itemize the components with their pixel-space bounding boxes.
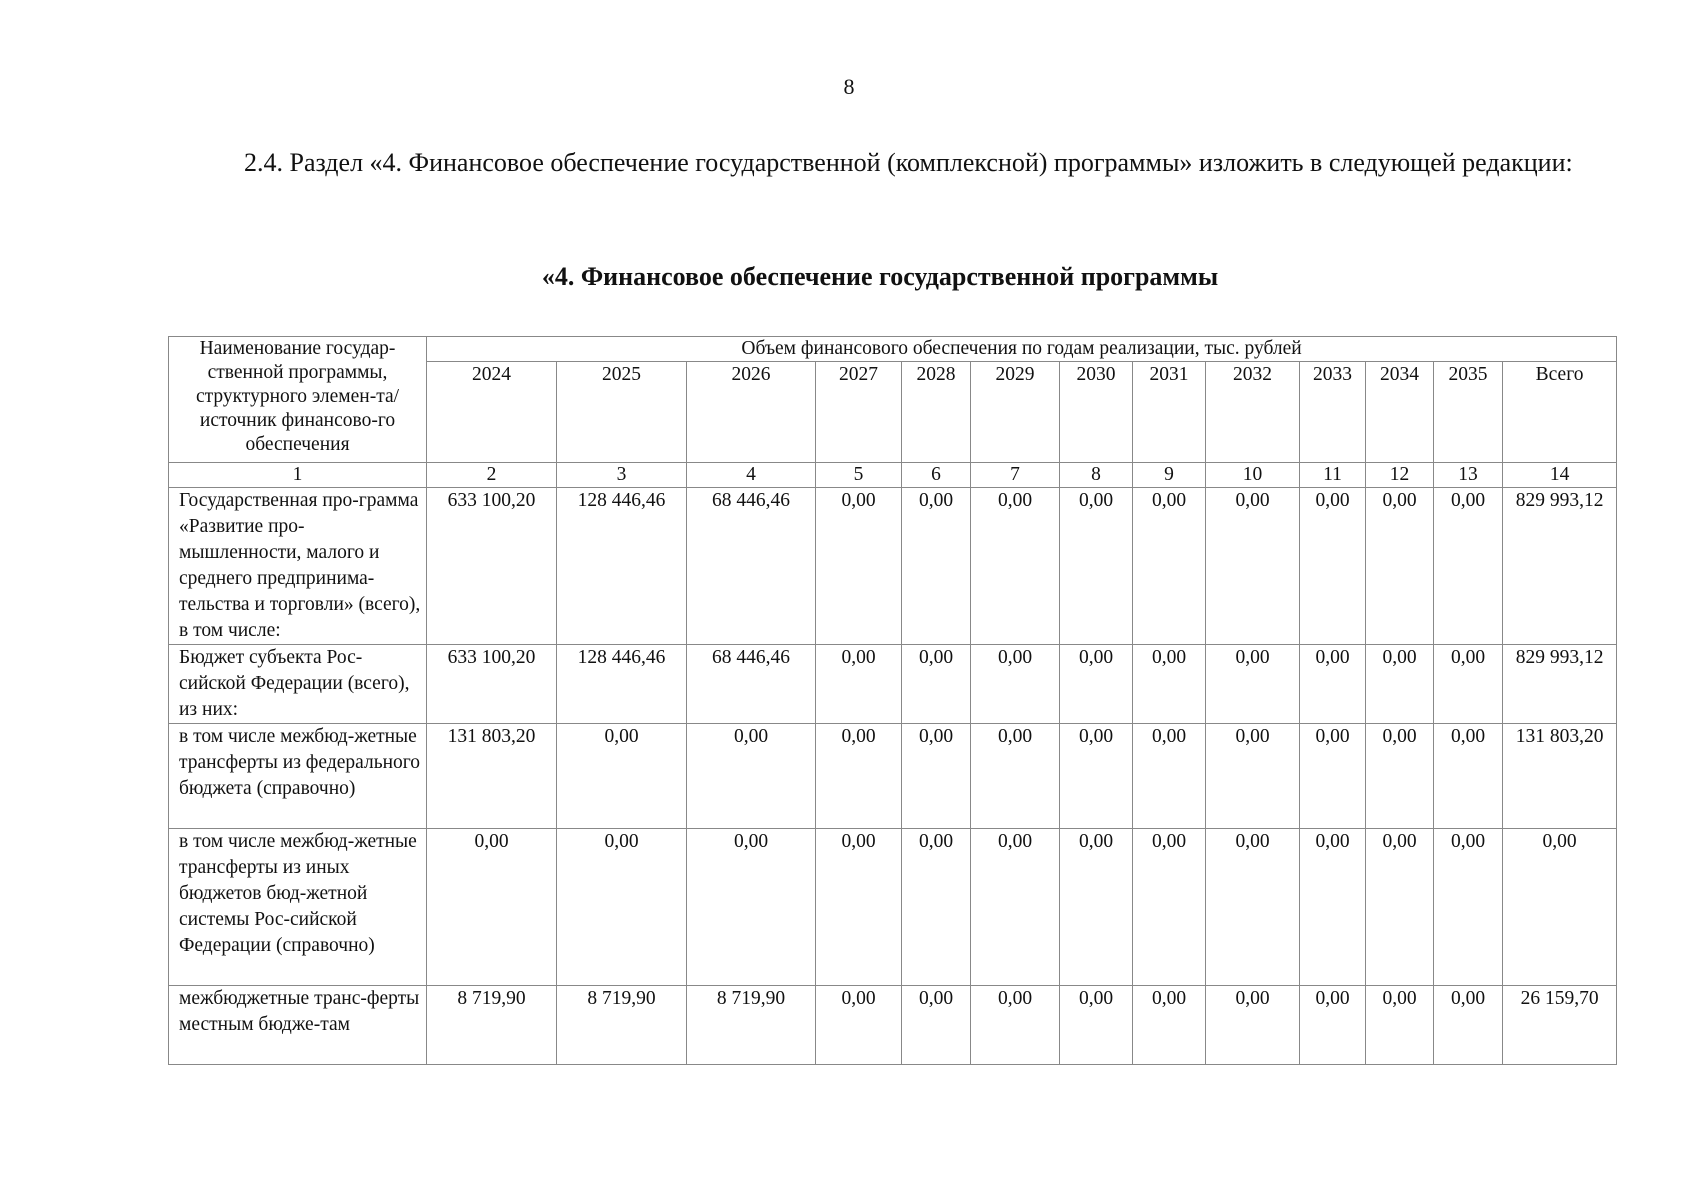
total-header-cell: Всего [1503,362,1617,463]
row-value-cell: 0,00 [1366,724,1434,829]
row-value-cell: 0,00 [1206,645,1300,724]
table-row [169,986,1617,1065]
column-number-cell: 10 [1206,463,1300,488]
row-value-cell: 0,00 [1206,724,1300,829]
year-header-cell: 2027 [816,362,902,463]
year-header-cell: 2024 [427,362,557,463]
column-number-cell: 11 [1300,463,1366,488]
row-value-cell: 0,00 [1060,488,1133,645]
column-number-cell: 5 [816,463,902,488]
row-value-cell: 68 446,46 [687,488,816,645]
column-number-cell: 3 [557,463,687,488]
row-value-cell: 0,00 [816,829,902,986]
table-row [169,724,1617,829]
column-number-cell: 1 [169,463,427,488]
row-value-cell: 68 446,46 [687,645,816,724]
row-total-cell: 26 159,70 [1503,986,1617,1065]
row-value-cell: 0,00 [1060,986,1133,1065]
row-value-cell: 0,00 [1300,724,1366,829]
section-heading: «4. Финансовое обеспечение государственной программы [541,262,1219,291]
row-value-cell: 0,00 [1133,724,1206,829]
page-number: 8 [843,74,855,99]
row-value-cell: 0,00 [902,488,971,645]
row-value-cell: 0,00 [1300,829,1366,986]
row-value-cell: 0,00 [1366,488,1434,645]
row-value-cell: 0,00 [1434,488,1503,645]
year-header-cell: 2028 [902,362,971,463]
row-value-cell: 0,00 [557,829,687,986]
row-total-cell: 0,00 [1503,829,1617,986]
row-total-cell: 131 803,20 [1503,724,1617,829]
row-value-cell: 0,00 [1434,986,1503,1065]
row-value-cell: 0,00 [816,488,902,645]
row-value-cell: 0,00 [687,724,816,829]
row-name-cell: в том числе межбюд-жетные трансферты из иных бюджетов бюд-жетной системы Рос-сийской Федерации (справочно) [169,829,427,986]
row-value-cell: 0,00 [971,829,1060,986]
row-value-cell: 0,00 [687,829,816,986]
row-value-cell: 0,00 [816,986,902,1065]
year-header-cell: 2031 [1133,362,1206,463]
row-value-cell: 0,00 [1434,829,1503,986]
year-header-cell: 2026 [687,362,816,463]
row-value-cell: 0,00 [1300,488,1366,645]
row-value-cell: 131 803,20 [427,724,557,829]
row-value-cell: 128 446,46 [557,645,687,724]
row-value-cell: 8 719,90 [687,986,816,1065]
column-number-cell: 13 [1434,463,1503,488]
column-numbers-row [169,463,1617,488]
intro-paragraph: 2.4. Раздел «4. Финансовое обеспечение государственной (комплексной) программы» изложить в следующей редакции: [244,148,1573,177]
row-value-cell: 0,00 [1133,645,1206,724]
table-row [169,488,1617,645]
row-name-cell: Государственная про-грамма «Развитие про-мышленности, малого и среднего предпринима-тельства и торговли» (всего), в том числе: [169,488,427,645]
row-value-cell: 0,00 [1206,986,1300,1065]
year-header-cell: 2032 [1206,362,1300,463]
column-number-cell: 6 [902,463,971,488]
year-header-cell: 2035 [1434,362,1503,463]
row-total-cell: 829 993,12 [1503,488,1617,645]
row-value-cell: 0,00 [971,986,1060,1065]
row-value-cell: 0,00 [902,986,971,1065]
row-value-cell: 0,00 [1434,724,1503,829]
row-value-cell: 8 719,90 [427,986,557,1065]
row-value-cell: 0,00 [1206,829,1300,986]
column-number-cell: 2 [427,463,557,488]
year-header-cell: 2030 [1060,362,1133,463]
header-row-1 [169,337,1617,362]
row-name-cell: Бюджет субъекта Рос-сийской Федерации (всего), из них: [169,645,427,724]
row-value-cell: 0,00 [427,829,557,986]
year-header-cell: 2029 [971,362,1060,463]
row-total-cell: 829 993,12 [1503,645,1617,724]
row-value-cell: 0,00 [1300,986,1366,1065]
row-value-cell: 0,00 [1366,829,1434,986]
row-value-cell: 0,00 [1206,488,1300,645]
column-number-cell: 14 [1503,463,1617,488]
row-value-cell: 0,00 [1133,829,1206,986]
row-value-cell: 633 100,20 [427,488,557,645]
table-body [169,337,1617,1065]
column-number-cell: 12 [1366,463,1434,488]
row-name-cell: межбюджетные транс-ферты местным бюдже-там [169,986,427,1065]
table-row [169,645,1617,724]
row-value-cell: 0,00 [1300,645,1366,724]
row-value-cell: 0,00 [902,829,971,986]
row-value-cell: 0,00 [816,645,902,724]
row-value-cell: 8 719,90 [557,986,687,1065]
column-number-cell: 9 [1133,463,1206,488]
row-value-cell: 0,00 [1060,724,1133,829]
financing-table [168,336,1617,1065]
column-number-cell: 4 [687,463,816,488]
row-value-cell: 0,00 [1366,645,1434,724]
year-header-cell: 2033 [1300,362,1366,463]
row-name-cell: в том числе межбюд-жетные трансферты из федерального бюджета (справочно) [169,724,427,829]
header-name-cell: Наименование государ-ственной программы, структурного элемен-та/источник финансово-го обеспечения [169,337,427,463]
row-value-cell: 128 446,46 [557,488,687,645]
row-value-cell: 633 100,20 [427,645,557,724]
column-number-cell: 8 [1060,463,1133,488]
row-value-cell: 0,00 [971,645,1060,724]
row-value-cell: 0,00 [971,488,1060,645]
row-value-cell: 0,00 [1060,829,1133,986]
row-value-cell: 0,00 [816,724,902,829]
row-value-cell: 0,00 [902,724,971,829]
row-value-cell: 0,00 [971,724,1060,829]
year-header-cell: 2025 [557,362,687,463]
year-header-cell: 2034 [1366,362,1434,463]
row-value-cell: 0,00 [1133,986,1206,1065]
row-value-cell: 0,00 [1133,488,1206,645]
header-volume-cell: Объем финансового обеспечения по годам реализации, тыс. рублей [427,337,1617,362]
row-value-cell: 0,00 [1366,986,1434,1065]
row-value-cell: 0,00 [557,724,687,829]
table-row [169,829,1617,986]
row-value-cell: 0,00 [1060,645,1133,724]
row-value-cell: 0,00 [1434,645,1503,724]
column-number-cell: 7 [971,463,1060,488]
row-value-cell: 0,00 [902,645,971,724]
